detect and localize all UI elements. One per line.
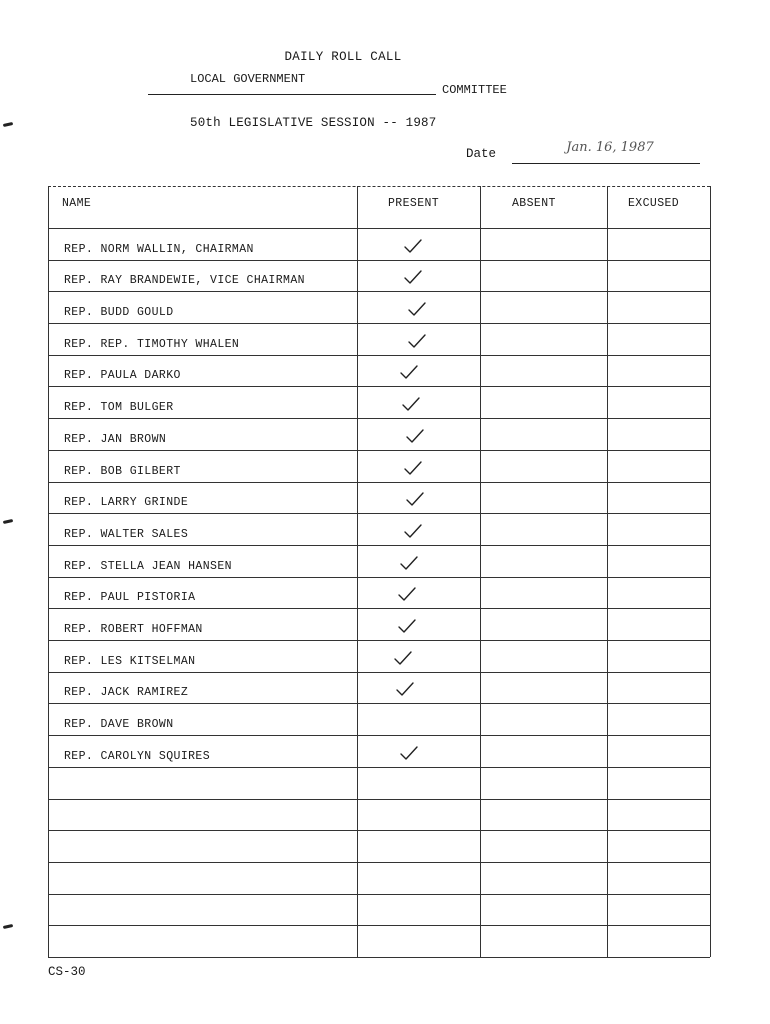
present-checkmark-icon	[395, 681, 415, 697]
table-header-rule	[48, 186, 710, 229]
member-name: REP. TOM BULGER	[64, 401, 174, 415]
member-name: REP. RAY BRANDEWIE, VICE CHAIRMAN	[64, 274, 305, 288]
member-name: REP. STELLA JEAN HANSEN	[64, 559, 232, 573]
table-row	[48, 672, 710, 705]
margin-mark	[3, 122, 13, 127]
table-row	[48, 735, 710, 768]
date-label: Date	[466, 147, 497, 161]
present-checkmark-icon	[399, 364, 419, 380]
present-checkmark-icon	[399, 555, 419, 571]
present-checkmark-icon	[401, 396, 421, 412]
committee-underline	[148, 94, 436, 95]
present-checkmark-icon	[403, 269, 423, 285]
table-row	[48, 450, 710, 483]
table-row	[48, 925, 710, 958]
member-name: REP. CAROLYN SQUIRES	[64, 749, 211, 763]
margin-mark	[3, 519, 13, 524]
present-checkmark-icon	[405, 491, 425, 507]
member-name: REP. PAULA DARKO	[64, 369, 181, 383]
table-row	[48, 799, 710, 832]
member-name: REP. ROBERT HOFFMAN	[64, 623, 203, 637]
column-header-present: PRESENT	[388, 197, 440, 210]
present-checkmark-icon	[399, 745, 419, 761]
member-name: REP. PAUL PISTORIA	[64, 591, 196, 605]
table-row	[48, 260, 710, 293]
table-row	[48, 545, 710, 578]
present-checkmark-icon	[403, 523, 423, 539]
committee-name: LOCAL GOVERNMENT	[190, 72, 306, 86]
table-row	[48, 830, 710, 863]
column-divider	[710, 186, 711, 957]
member-name: REP. LARRY GRINDE	[64, 496, 189, 510]
table-row	[48, 513, 710, 546]
present-checkmark-icon	[407, 301, 427, 317]
table-row	[48, 862, 710, 895]
present-checkmark-icon	[397, 586, 417, 602]
committee-label: COMMITTEE	[442, 83, 507, 97]
member-name: REP. LES KITSELMAN	[64, 654, 196, 668]
present-checkmark-icon	[407, 333, 427, 349]
member-name: REP. JAN BROWN	[64, 432, 167, 446]
member-name: REP. BOB GILBERT	[64, 464, 181, 478]
present-checkmark-icon	[403, 238, 423, 254]
present-checkmark-icon	[405, 428, 425, 444]
table-row	[48, 608, 710, 641]
table-row	[48, 577, 710, 610]
document-title: DAILY ROLL CALL	[284, 50, 402, 64]
table-row	[48, 418, 710, 451]
table-row	[48, 355, 710, 388]
date-underline	[512, 163, 700, 164]
date-value-handwritten: Jan. 16, 1987	[566, 140, 654, 155]
table-row	[48, 703, 710, 736]
table-row	[48, 291, 710, 324]
column-header-absent: ABSENT	[512, 197, 556, 210]
present-checkmark-icon	[393, 650, 413, 666]
form-code: CS-30	[48, 965, 86, 979]
present-checkmark-icon	[403, 460, 423, 476]
table-row	[48, 767, 710, 800]
table-row	[48, 894, 710, 927]
table-row	[48, 482, 710, 515]
member-name: REP. NORM WALLIN, CHAIRMAN	[64, 242, 254, 256]
table-row	[48, 386, 710, 419]
present-checkmark-icon	[397, 618, 417, 634]
table-row	[48, 323, 710, 356]
margin-mark	[3, 924, 13, 929]
member-name: REP. REP. TIMOTHY WHALEN	[64, 337, 240, 351]
column-header-excused: EXCUSED	[628, 197, 680, 210]
member-name: REP. WALTER SALES	[64, 527, 189, 541]
table-row	[48, 640, 710, 673]
table-row	[48, 228, 710, 261]
session-line: 50th LEGISLATIVE SESSION -- 1987	[190, 116, 437, 130]
member-name: REP. JACK RAMIREZ	[64, 686, 189, 700]
member-name: REP. BUDD GOULD	[64, 306, 174, 320]
column-header-name: NAME	[62, 197, 92, 210]
member-name: REP. DAVE BROWN	[64, 718, 174, 732]
